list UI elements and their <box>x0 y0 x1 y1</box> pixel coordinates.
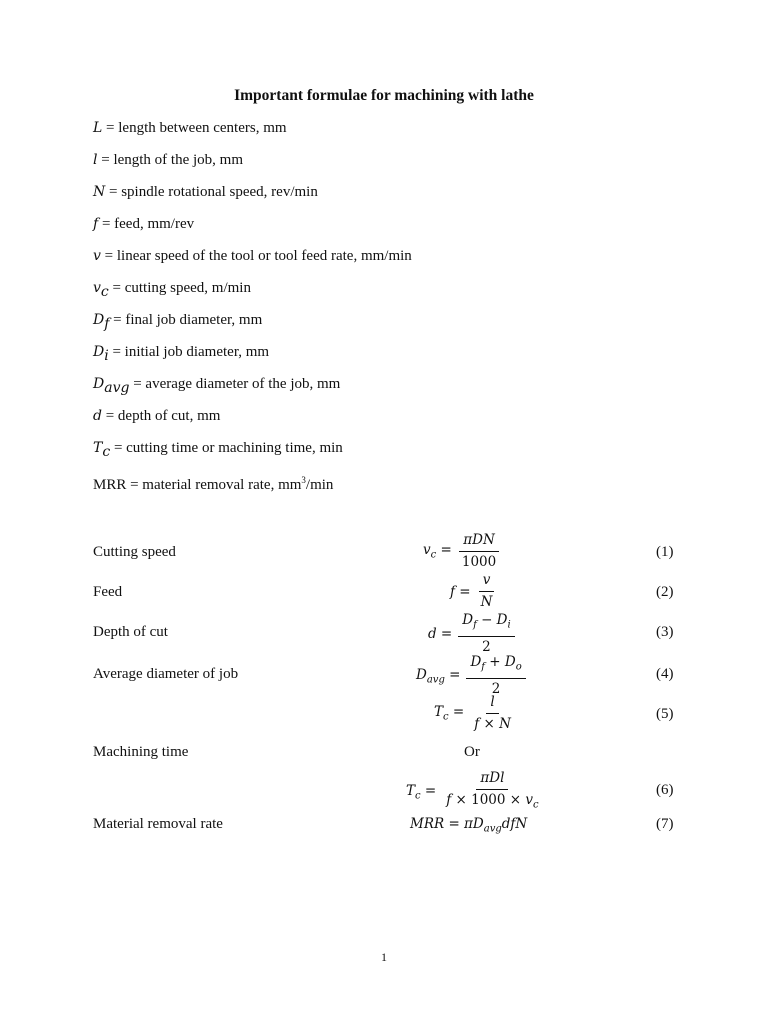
page-number: 1 <box>381 950 387 964</box>
definition-subscript: f <box>104 316 110 332</box>
equation-label: Depth of cut <box>93 624 168 640</box>
definition-text: = depth of cut, mm <box>101 408 221 424</box>
equation-label: Feed <box>93 584 123 600</box>
definition-subscript: c <box>100 284 109 300</box>
equation-number: (2) <box>656 584 674 600</box>
machining-time-label: Machining time <box>93 744 189 760</box>
definition-subscript: i <box>104 348 109 364</box>
definition-text: = spindle rotational speed, rev/min <box>105 184 318 200</box>
definition-row <box>93 118 412 150</box>
equation-label: Cutting speed <box>93 544 176 560</box>
definition-symbol: v <box>93 280 101 296</box>
definition-row <box>93 214 412 246</box>
definition-row <box>93 342 412 374</box>
equation-number: (3) <box>656 624 674 640</box>
definition-row <box>93 310 412 342</box>
equation-number: (7) <box>656 816 674 832</box>
definition-list <box>93 118 412 502</box>
equation-label: Material removal rate <box>93 816 223 832</box>
definition-row <box>93 374 412 406</box>
definition-text: = length of the job, mm <box>97 152 244 168</box>
definition-symbol: T <box>93 440 103 456</box>
definition-text: = cutting time or machining time, min <box>110 440 343 456</box>
definition-row <box>93 246 412 278</box>
definition-row <box>93 438 412 470</box>
definition-text: = feed, mm/rev <box>98 216 195 232</box>
definition-symbol: D <box>93 312 105 328</box>
definition-text: = average diameter of the job, mm <box>129 376 341 392</box>
depth-of-cut-formula: d = $\frac{D_f - D_i}{2}$ <box>428 612 515 656</box>
definition-symbol: l <box>93 152 98 168</box>
machining-time-formula-a: $T_c$ = $\frac{l}{f \times N}$ <box>434 694 511 732</box>
mrr-formula: MRR = $\pi D_{avg}dfN$ <box>410 816 528 835</box>
or-text: Or <box>464 744 480 760</box>
definition-subscript: c <box>102 444 111 460</box>
equation-number: (1) <box>656 544 674 560</box>
definition-row <box>93 150 412 182</box>
definition-symbol: L <box>93 120 103 136</box>
definition-row-mrr <box>93 470 412 502</box>
definition-symbol: d <box>93 408 102 424</box>
mrr-definition-sup: 3 <box>301 475 306 485</box>
equation-number: (5) <box>656 706 674 722</box>
definition-text: = length between centers, mm <box>102 120 287 136</box>
cutting-speed-formula: $v_c$ = $\frac{\text{πDN}}{1000}$ <box>423 532 500 571</box>
definition-symbol: N <box>93 184 106 200</box>
definition-text: = initial job diameter, mm <box>108 344 270 360</box>
definition-symbol: D <box>93 344 105 360</box>
definition-text: = final job diameter, mm <box>109 312 263 328</box>
mrr-definition-prefix: MRR = material removal rate, mm <box>93 477 302 493</box>
definition-symbol: f <box>93 216 99 232</box>
definition-text: = cutting speed, m/min <box>108 280 251 296</box>
average-diameter-formula: $D_{avg}$ = $\frac{D_f + D_o}{2}$ <box>416 654 526 698</box>
feed-formula: f = $\frac{v}{N}$ <box>450 572 493 610</box>
page-title: Important formulae for machining with lathe <box>234 87 534 104</box>
definition-text: = linear speed of the tool or tool feed rate, mm/min <box>100 248 412 264</box>
equation-number: (4) <box>656 666 674 682</box>
definition-symbol: D <box>93 376 105 392</box>
mrr-definition-suffix: /min <box>305 477 334 493</box>
definition-symbol: v <box>93 248 101 264</box>
definition-subscript: avg <box>104 380 130 396</box>
equation-number: (6) <box>656 782 674 798</box>
definition-row <box>93 406 412 438</box>
machining-time-formula-b: $T_c$ = $\frac{\text{πDl}}{f \times 1000 \times v_c}$ <box>406 770 539 811</box>
definition-row <box>93 182 412 214</box>
definition-row <box>93 278 412 310</box>
equation-label: Average diameter of job <box>93 666 239 682</box>
